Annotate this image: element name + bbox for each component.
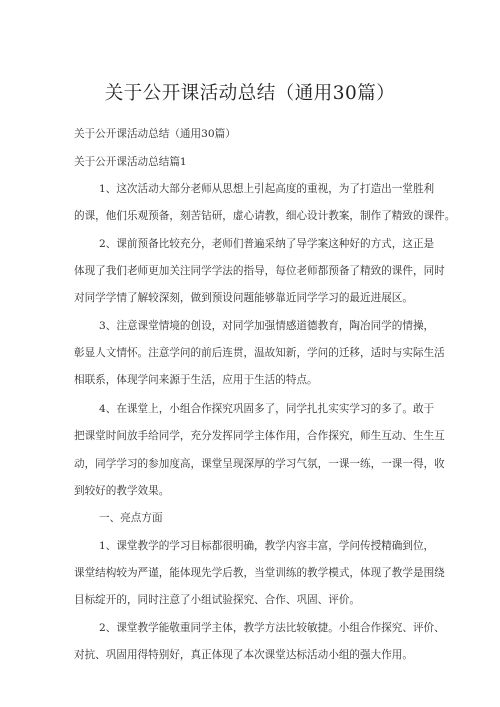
paragraph-line: 对抗、巩固用得特别好，真正体现了本次课堂达标活动小组的强大作用。 bbox=[74, 649, 413, 661]
paragraph-line: 相联系，体现学问来源于生活，应用于生活的特点。 bbox=[74, 374, 318, 386]
paragraph-line: 目标绽开的，同时注意了小组试验探究、合作、巩固、评价。 bbox=[74, 594, 361, 606]
document-subtitle: 关于公开课活动总结（通用30篇） bbox=[74, 128, 236, 140]
paragraph-line: 动，同学学习的参加度高，课堂呈现深厚的学习气氛，一课一练，一课一得，收 bbox=[74, 458, 445, 470]
paragraph-line: 彰显人文情怀。注意学问的前后连贯，温故知新，学问的迁移，适时与实际生活 bbox=[74, 347, 445, 359]
paragraph-line: 2、课前预备比较充分，老师们普遍采纳了导学案这种好的方式，这正是 bbox=[99, 238, 435, 250]
paragraph-line: 2、课堂教学能敬重同学主体，教学方法比较敏捷。小组合作探究、评价、 bbox=[99, 622, 445, 634]
paragraph-line: 到较好的教学效果。 bbox=[74, 485, 170, 497]
paragraph-line: 3、注意课堂情境的创设，对同学加强情感道德教育，陶冶同学的情操， bbox=[99, 320, 435, 332]
paragraph-line: 把课堂时间放手给同学，充分发挥同学主体作用，合作探究，师生互动、生生互 bbox=[74, 430, 445, 442]
paragraph-line: 1、这次活动大部分老师从思想上引起高度的重视，为了打造出一堂胜利 bbox=[99, 183, 435, 195]
paragraph-line: 课堂结构较为严谨，能体现先学后教，当堂训练的教学模式，体现了教学是围绕 bbox=[74, 567, 445, 579]
document-title: 关于公开课活动总结（通用30篇） bbox=[104, 83, 396, 104]
section-heading: 关于公开课活动总结篇1 bbox=[74, 156, 187, 168]
subsection-heading: 一、亮点方面 bbox=[99, 512, 163, 524]
paragraph-line: 1、课堂教学的学习目标都很明确，教学内容丰富，学问传授精确到位， bbox=[99, 540, 435, 552]
paragraph-line: 体现了我们老师更加关注同学学法的指导，每位老师都预备了精致的课件，同时 bbox=[74, 265, 445, 277]
paragraph-line: 的课，他们乐观预备，刻苦钻研，虚心请教，细心设计教案，制作了精致的课件。 bbox=[74, 210, 456, 222]
paragraph-line: 对同学学情了解较深刻，做到预设问题能够靠近同学学习的最近进展区。 bbox=[74, 292, 413, 304]
paragraph-line: 4、在课堂上，小组合作探究巩固多了，同学扎扎实实学习的多了。敢于 bbox=[99, 403, 435, 415]
